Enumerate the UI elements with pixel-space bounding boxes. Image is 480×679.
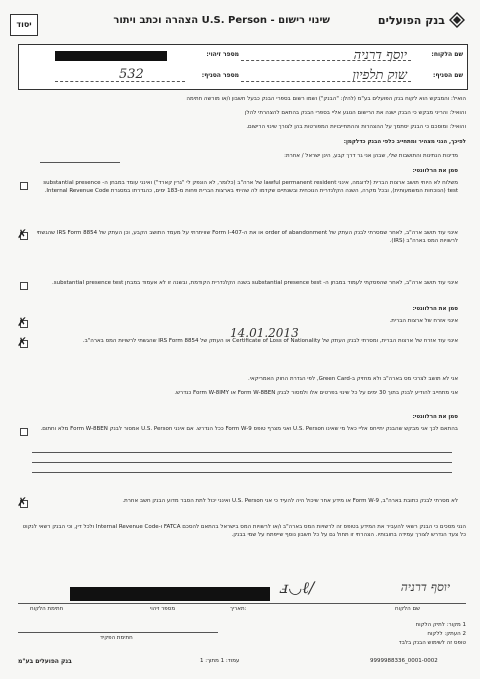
name-line bbox=[241, 60, 411, 61]
clause-a1: משלוח לא היותי תושב ארצות הברית (לדוגמה, אינני lawful permanent resident של ארה"ב (כלומר, לא הונפק לי "גרין קארד") ואינני עומד במבחן ה- substantial presence test (הנוכחות המשמעותית), ובכל מקרה, השנה הקלנדרית הנוכחית ובשנתיים שקדמו לה שהיתי בארצות הברית פחות מ-183 ימים, כהגדרתו במסגרת Internal Revenue Code. bbox=[43, 180, 458, 194]
client-signature[interactable]: ⅎ◡ℓ∕ bbox=[280, 578, 315, 597]
client-name-value[interactable]: יוסף דרניה bbox=[400, 580, 450, 594]
name-value[interactable]: יוסף דרניה bbox=[353, 48, 407, 63]
page-total: 1 bbox=[200, 658, 204, 664]
whereas-1: הואיל: והמבקש הוא לקוח בנק הפועלים בע"מ (להלן: "הבנק") ושמו רשום בספרי הבנק כבעל חשבון ו/או מורשה חתימה bbox=[186, 96, 466, 102]
c1-line-3 bbox=[32, 472, 452, 473]
checkbox-b1-mark: ✗ bbox=[17, 315, 28, 329]
id-label-bottom: מספר זיהוי bbox=[150, 606, 176, 612]
item-5: סמן את הרלוונטי: bbox=[412, 414, 458, 420]
id-label: מספר זיהוי: bbox=[206, 51, 239, 58]
form-code: יסוד bbox=[16, 20, 32, 29]
branch-value[interactable]: שוק תלפיון bbox=[352, 68, 407, 83]
form-title: שינוי רישום - U.S. Person הצהרה וכתב ויתור bbox=[113, 15, 330, 26]
footer-code: 9999988336_0001-0002 bbox=[370, 658, 438, 664]
checkbox-c2-mark: ✗ bbox=[17, 495, 28, 509]
copy-1: 1 מקור: לתיק הלקוח bbox=[415, 622, 466, 628]
form-code-box bbox=[10, 14, 38, 36]
branch-line bbox=[241, 81, 411, 82]
c1-line-2 bbox=[32, 462, 452, 463]
branch-no-line bbox=[55, 81, 185, 82]
final-paragraph: הנני מסכים כי הבנק רשאי להעביר את המידע בטופס זה לרשויות המס בארה"ב ו/או לרשויות המס בישראל בהתאם להסכם FATCA ו-Internal Revenue Code ולכל דין, וכי הבנק רשאי לנקוט כל צעד הנדרש לצורך עמידה בחובותיו. הצהרתי זו תחול גם על כל חשבון נוסף שייפתח על שמי בבנק. bbox=[22, 524, 466, 538]
page-no: 1 bbox=[220, 658, 225, 664]
item-3: אני לא תושב לצרכי מס בארה"ב ולא מחזיק ב-Green Card, לפי הגדרת החוק האמריקאי. bbox=[247, 376, 458, 382]
bank-name: בנק הפועלים bbox=[377, 14, 445, 27]
item-2: סמן את הרלוונטי: bbox=[412, 168, 458, 174]
footer-bank: בנק הפועלים בע"מ bbox=[18, 658, 72, 665]
clause-c1: בהתאם לכך אני מבקש שהבנק יתייחס אליי כאל מי שאינו U.S. Person ואני מצרף טופס Form W-9 ככל הנדרש. אם אינני U.S. Person אמסור לבנק Form W-8BEN מלא וחתום. bbox=[40, 426, 458, 432]
clause-a2: אינני עוד תושב ארה"ב, לאחר שמסרתי לבנק העתק של order of abandonment או את ה-Form I-407 שוויתרתי על מעמד התושב הקבע, וכן העתק של IRS Form 8854 שהגשתי לרשויות המס בארה"ב (IRS). bbox=[36, 230, 458, 244]
branch-sig-label: חתימת הפקיד bbox=[100, 635, 133, 641]
checkbox-b2-mark: ✗ bbox=[17, 335, 28, 349]
office-note: טופס זה לשימוש הבנק בלבד bbox=[398, 640, 466, 646]
name-label: שם הלקוח: bbox=[431, 51, 463, 58]
item-1-line bbox=[40, 162, 120, 163]
client-name-label: שם הלקוח bbox=[395, 606, 421, 612]
clause-b1: אינני אזרח של ארצות הברית. bbox=[389, 318, 458, 324]
officer-line bbox=[18, 632, 218, 633]
date-label: תאריך: bbox=[230, 606, 247, 612]
copy-2: 2 העתק: ללקוח bbox=[427, 631, 466, 637]
intro-text: לפיכך, הנני מצהיר ומתחייב כלפי הבנק כדלקמן: bbox=[343, 139, 466, 145]
footer-page bbox=[200, 658, 239, 666]
of-label: מתוך: bbox=[205, 658, 219, 664]
signature-redaction bbox=[70, 587, 270, 601]
checkbox-a1[interactable] bbox=[20, 182, 28, 190]
checkbox-a2-mark: ✗ bbox=[17, 227, 28, 241]
b-section-label: סמן את הרלוונטי: bbox=[412, 306, 458, 312]
branch-label: שם הסניף: bbox=[433, 72, 463, 79]
pages-label: עמוד: bbox=[225, 658, 240, 664]
item-4: אני מתחייב להודיע לבנק בתוך 30 ימים על כל שינוי בפרטים אלו ולמסור לבנק Form W-8BEN או Form W-8IMY כנדרש. bbox=[174, 390, 458, 396]
checkbox-a3[interactable] bbox=[20, 282, 28, 290]
c1-line-1 bbox=[32, 452, 452, 453]
checkbox-c1[interactable] bbox=[20, 428, 28, 436]
whereas-3: והואיל: ומוסכם כי הבנק יסתמך על ההצהרות וההתחייבויות המפורטות בהן לצורך שינוי הרישום. bbox=[246, 124, 466, 130]
id-redaction bbox=[55, 51, 167, 61]
clause-c2: לא מסרתי לבנק כתובת בארה"ב, Form W-9 או מידע אחר שיכול היה להעיד כי אני U.S. Person ואינני יכול לתת הסבר מדוע הבנק חשב אחרת. bbox=[122, 498, 458, 504]
identity-box bbox=[18, 44, 468, 90]
signature-line bbox=[18, 603, 466, 604]
b2-date-value[interactable]: 14.01.2013 bbox=[230, 326, 299, 340]
clause-a3: אינני עוד תושב ארה"ב, לאחר שהפסקתי לעמוד במבחן ה- substantial presence test בשנה הקלנדרית הקודמת, ובשנה זו לא אעמוד במבחן substantial presence test. bbox=[52, 280, 458, 286]
bank-logo-icon bbox=[449, 12, 465, 28]
clause-b2: אינני עוד אזרח של ארצות הברית, ומסרתי לבנק העתק של Certificate of Loss of Nationality או העתק של IRS Form 8854 שהגשתי לרשויות המס בארה"ב. bbox=[82, 338, 458, 344]
branch-no-label: מספר הסניף: bbox=[201, 72, 239, 79]
client-sig-label: חתימת הלקוח bbox=[30, 606, 64, 612]
item-1: מדינות הנתינות והתושבות שלי, שבהן אני גר דרך קבע, הינן ישראל / אחרת: bbox=[284, 153, 458, 159]
branch-no-value[interactable]: 532 bbox=[119, 67, 144, 82]
whereas-2: והואיל: והריני מבקש כי הבנק ישנה את הרישום הנוגע אליי בספרי הבנק בהתאם להצהרתי להלן bbox=[245, 110, 466, 116]
